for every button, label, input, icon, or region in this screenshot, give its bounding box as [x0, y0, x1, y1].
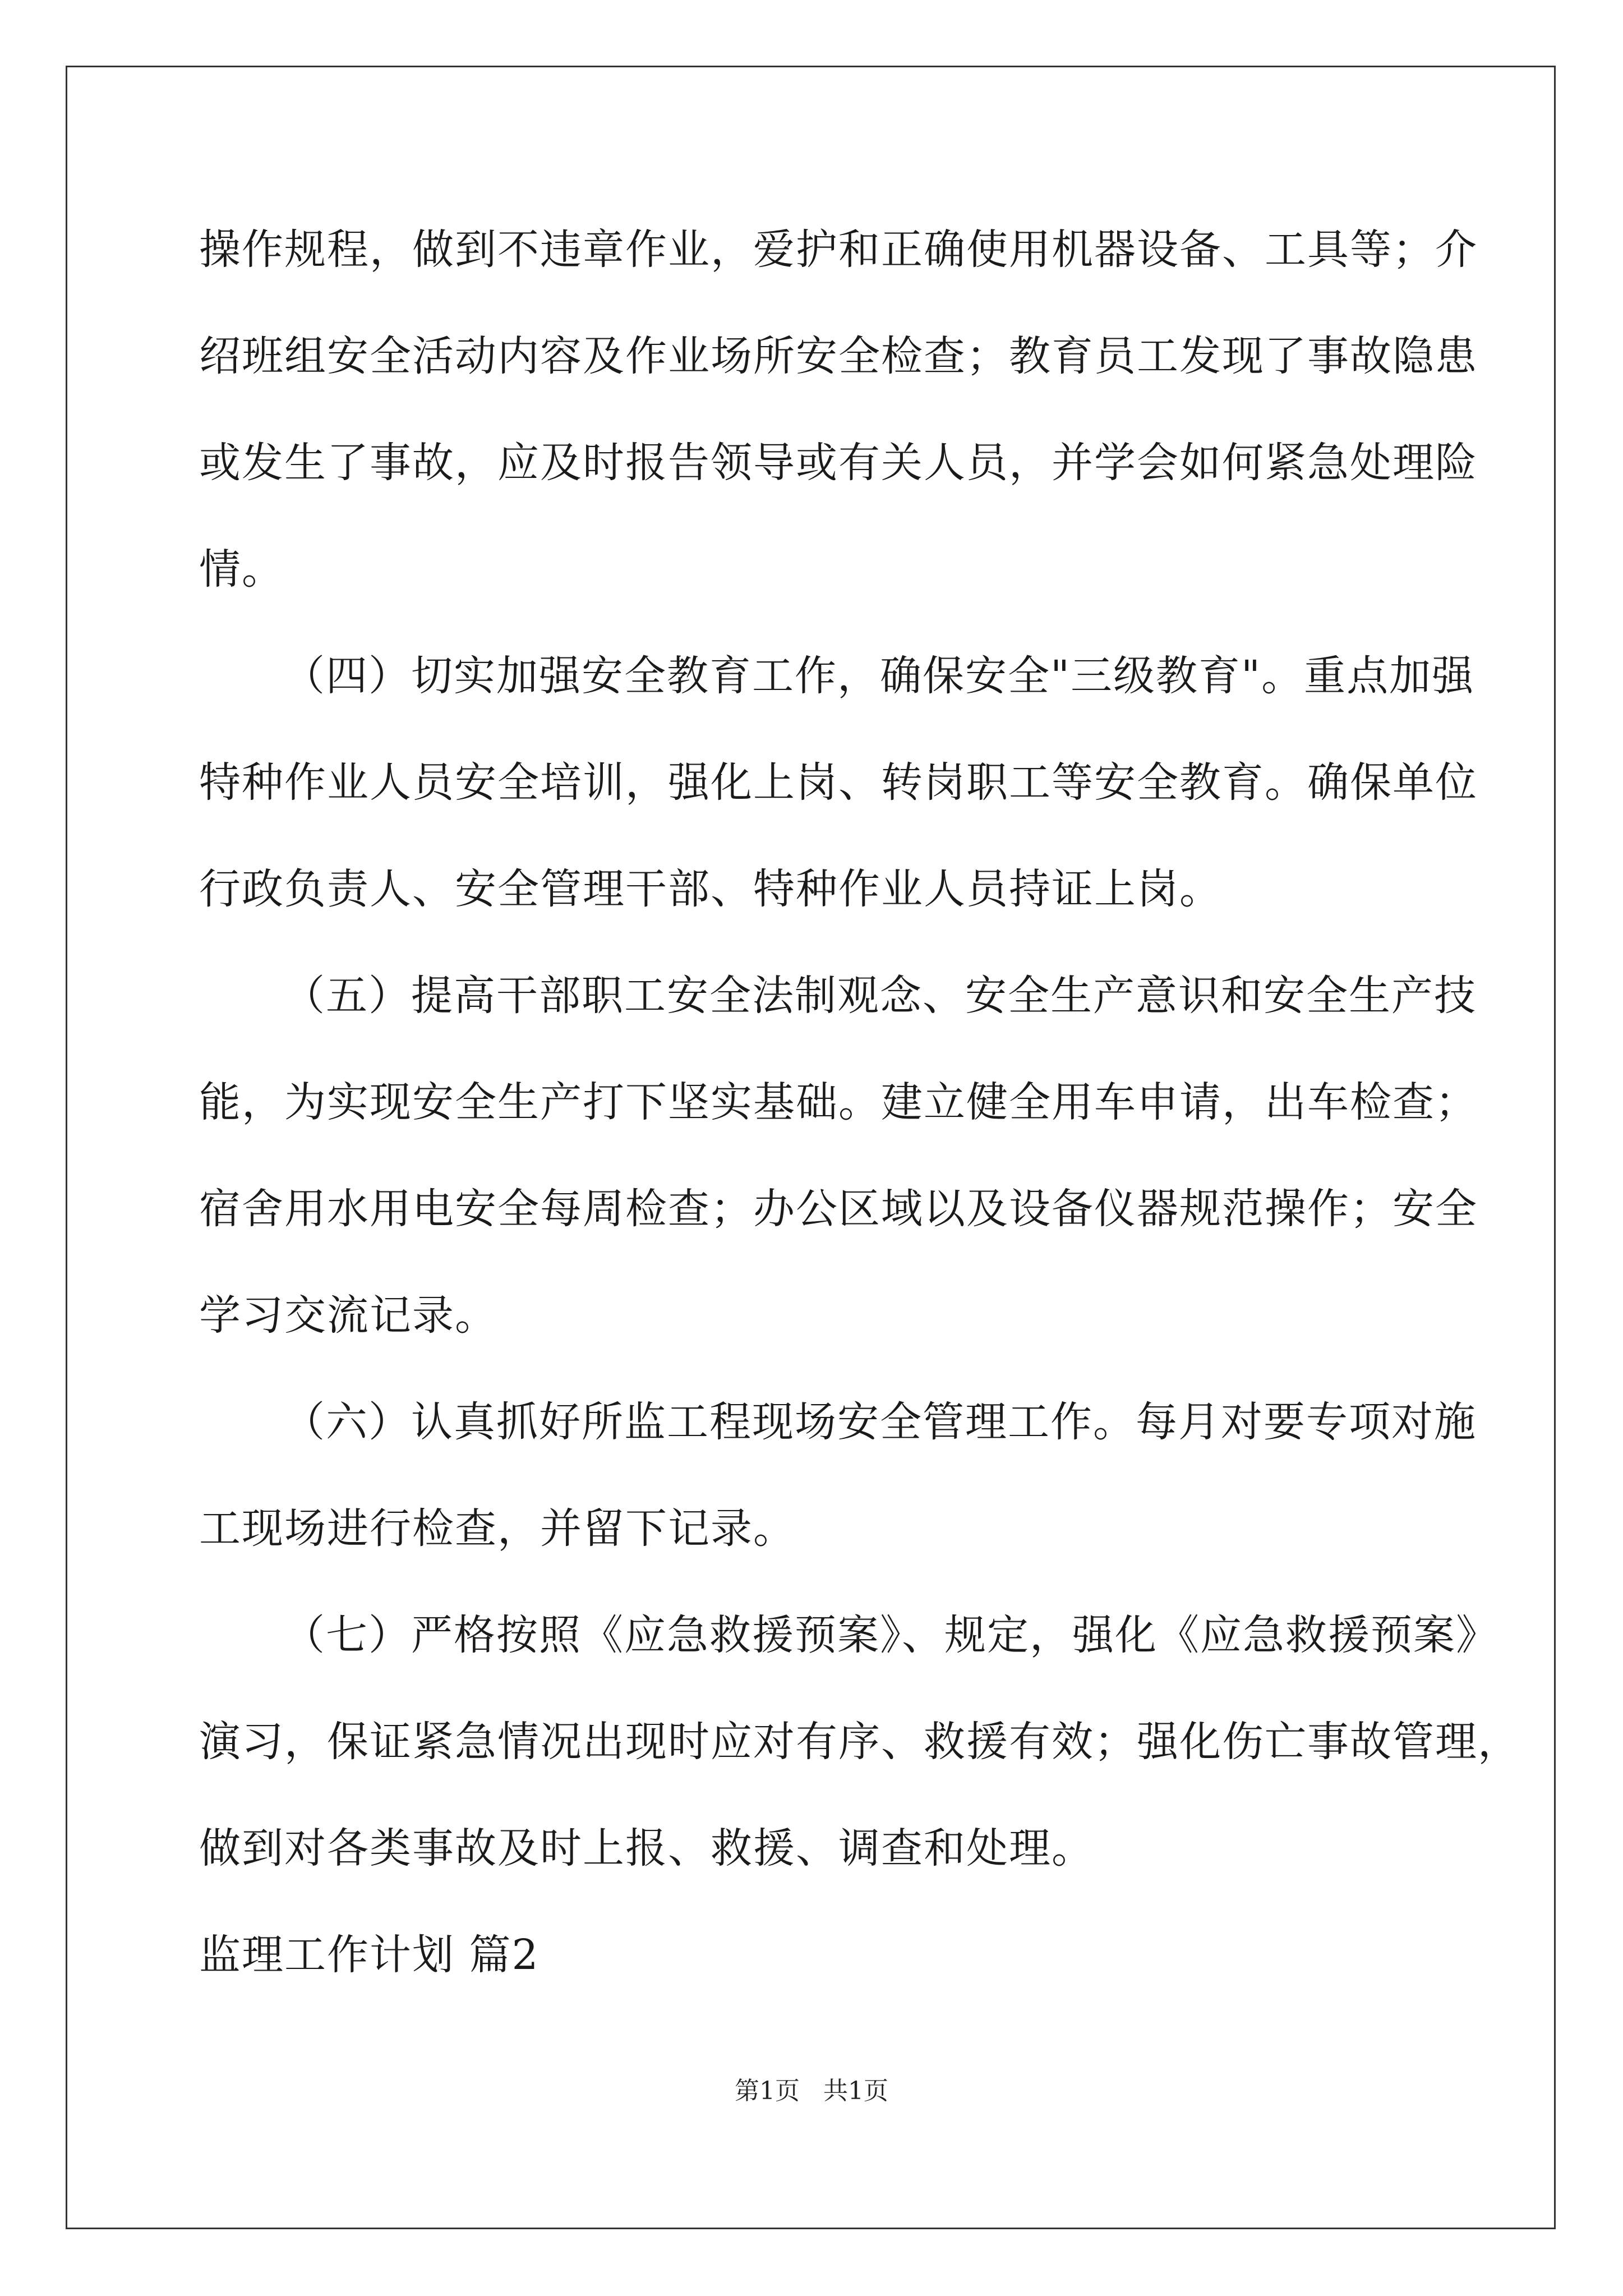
paragraph-line: 或发生了事故，应及时报告领导或有关人员，并学会如何紧急处理险 — [199, 439, 1478, 487]
paragraph-line: 操作规程，做到不违章作业，爱护和正确使用机器设备、工具等；介 — [199, 226, 1478, 274]
page-total: 共1页 — [823, 2077, 888, 2105]
section-heading: 监理工作计划 篇2 — [199, 1931, 540, 1979]
paragraph-line: 宿舍用水用电安全每周检查；办公区域以及设备仪器规范操作；安全 — [199, 1185, 1478, 1233]
paragraph-line: 绍班组安全活动内容及作业场所安全检查；教育员工发现了事故隐患 — [199, 332, 1478, 380]
page-number: 第1页 — [735, 2077, 800, 2105]
paragraph-line: 做到对各类事故及时上报、救援、调查和处理。 — [199, 1824, 1094, 1872]
section-4-line: （四）切实加强安全教育工作，确保安全"三级教育"。重点加强 — [283, 652, 1475, 700]
section-7-line: （七）严格按照《应急救援预案》、规定，强化《应急救援预案》 — [283, 1611, 1498, 1659]
paragraph-line: 行政负责人、安全管理干部、特种作业人员持证上岗。 — [199, 865, 1222, 913]
paragraph-line: 特种作业人员安全培训，强化上岗、转岗职工等安全教育。确保单位 — [199, 758, 1478, 807]
section-6-line: （六）认真抓好所监工程现场安全管理工作。每月对要专项对施 — [283, 1398, 1477, 1446]
paragraph-line: 学习交流记录。 — [199, 1291, 497, 1340]
paragraph-line: 情。 — [199, 545, 284, 593]
paragraph-line: 能，为实现安全生产打下坚实基础。建立健全用车申请，出车检查； — [199, 1078, 1478, 1126]
paragraph-line: 演习，保证紧急情况出现时应对有序、救援有效；强化伤亡事故管理， — [199, 1718, 1520, 1766]
page-footer — [0, 2076, 1623, 2107]
section-5-line: （五）提高干部职工安全法制观念、安全生产意识和安全生产技 — [283, 972, 1477, 1020]
page-border — [66, 66, 1556, 2229]
paragraph-line: 工现场进行检查，并留下记录。 — [199, 1504, 796, 1553]
